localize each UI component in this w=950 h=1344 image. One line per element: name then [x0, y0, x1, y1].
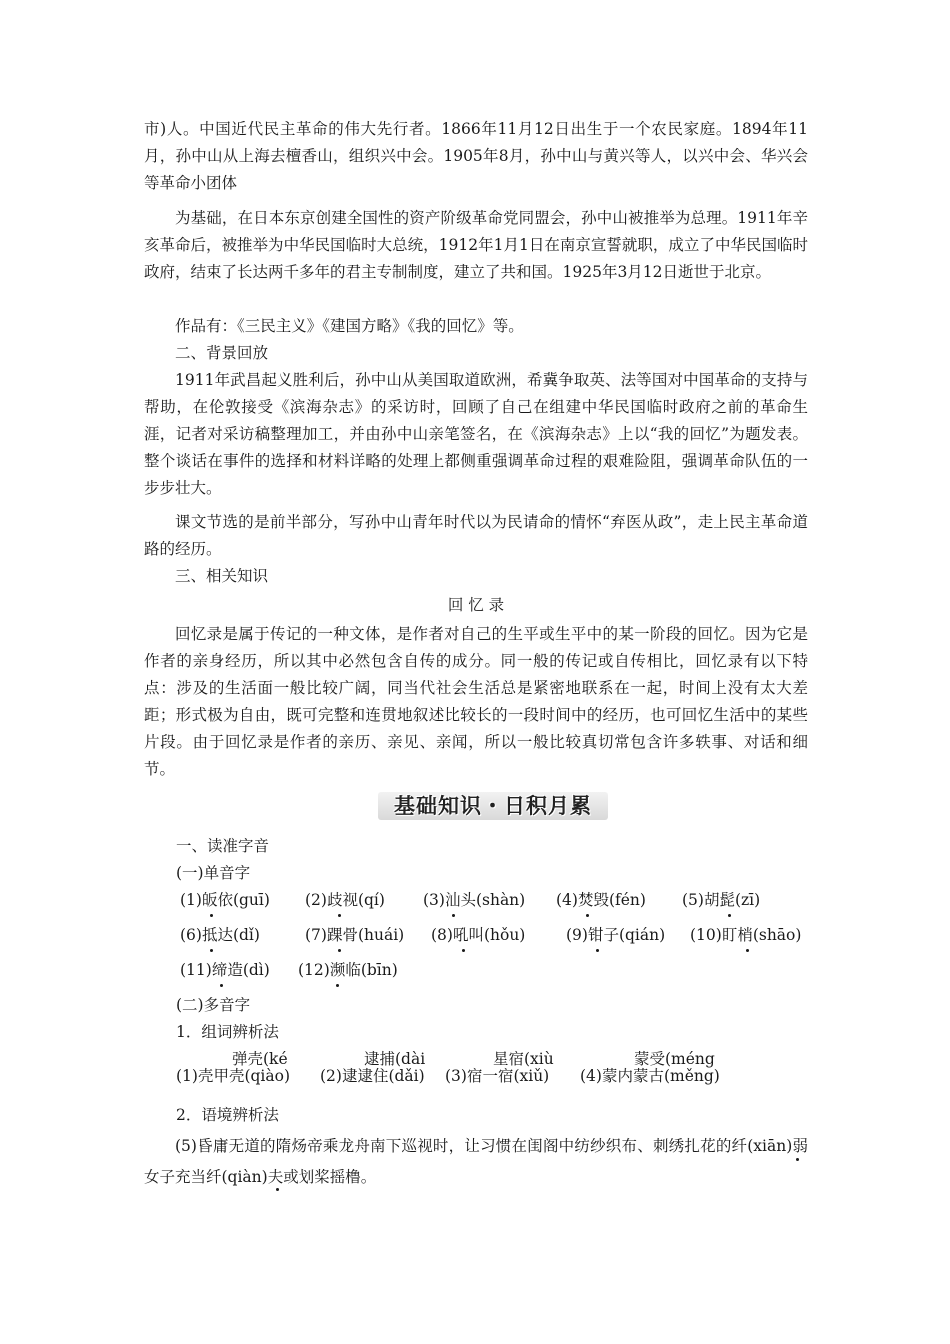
word-item: (6)抵达(dǐ)	[180, 926, 260, 944]
context-paragraph: (5)昏庸无道的隋炀帝乘龙舟南下巡视时，让习惯在闺阁中纺纱织布、刺绣扎花的纤(xiān)弱女子充当纤(qiàn)夫或划桨摇橹。	[144, 1137, 808, 1186]
emphasis-dot	[210, 914, 213, 917]
word-item: (10)盯梢(shāo)	[690, 926, 802, 944]
emphasis-dot	[220, 984, 223, 987]
word-item: (9)钳子(qián)	[566, 926, 666, 944]
word-item: (11)缔造(dì)	[180, 961, 270, 979]
memoir-title: 回 忆 录	[447, 596, 505, 614]
word-item: (3)汕头(shàn)	[423, 891, 526, 909]
background-paragraph-1: 1911年武昌起义胜利后，孙中山从美国取道欧洲，希冀争取英、法等国对中国革命的支持与帮助，在伦敦接受《滨海杂志》的采访时，回顾了自己在组建中华民国临时政府之前的革命生涯，记者对采访稿整理加工，并由孙中山亲笔签名，在《滨海杂志》上以“我的回忆”为题发表。整个谈话在事件的选择和材料详略的处理上都侧重强调革命过程的艰难险阻，强调革命队伍的一步步壮大。	[144, 371, 808, 497]
section-heading-background: 二、背景回放	[175, 344, 269, 362]
emphasis-dot	[210, 949, 213, 952]
word-item: (2)歧视(qí)	[305, 891, 385, 909]
emphasis-dot	[336, 984, 339, 987]
word-item: (7)踝骨(huái)	[305, 926, 405, 944]
bio-paragraph-2: 为基础，在日本东京创建全国性的资产阶级革命党同盟会，孙中山被推举为总理。1911年辛亥革命后，被推举为中华民国临时大总统，1912年1月1日在南京宣誓就职，成立了中华民国临时政府，结束了长达两千多年的君主专制制度，建立了共和国。1925年3月12日逝世于北京。	[144, 209, 808, 281]
section-heading-knowledge: 三、相关知识	[175, 567, 269, 585]
multi-lower: (2)逮逮住(dǎi)	[320, 1067, 425, 1085]
single-sound-heading: (一)单音字	[176, 864, 251, 882]
multi-lower: (4)蒙内蒙古(měng)	[580, 1067, 720, 1085]
multi-upper: 星宿(xiù	[493, 1050, 554, 1068]
emphasis-dot	[586, 914, 589, 917]
word-item: (4)焚毁(fén)	[556, 891, 646, 909]
emphasis-dot	[338, 949, 341, 952]
multi-sound-heading: (二)多音字	[176, 996, 251, 1014]
emphasis-dot	[452, 914, 455, 917]
emphasis-dot	[462, 949, 465, 952]
word-item: (5)胡髭(zī)	[682, 891, 761, 909]
emphasis-dot	[276, 1188, 279, 1191]
multi-upper: 弹壳(ké	[232, 1050, 288, 1068]
emphasis-dot	[596, 949, 599, 952]
background-paragraph-2: 课文节选的是前半部分，写孙中山青年时代以为民请命的情怀“弃医从政”，走上民主革命道路的经历。	[144, 513, 808, 558]
section-banner	[378, 788, 608, 824]
multi-lower: (3)宿一宿(xiǔ)	[445, 1067, 550, 1085]
emphasis-dot	[728, 914, 731, 917]
pronunciation-heading: 一、读准字音	[176, 837, 270, 855]
bio-paragraph-1: 市)人。中国近代民主革命的伟大先行者。1866年11月12日出生于一个农民家庭。1894年11月，孙中山从上海去檀香山，组织兴中会。1905年8月，孙中山与黄兴等人，以兴中会、华兴会等革命小团体	[144, 120, 808, 192]
memoir-paragraph: 回忆录是属于传记的一种文体，是作者对自己的生平或生平中的某一阶段的回忆。因为它是作者的亲身经历，所以其中必然包含自传的成分。同一般的传记或自传相比，回忆录有以下特点：涉及的生活面一般比较广阔，同当代社会生活总是紧密地联系在一起，时间上没有太大差距；形式极为自由，既可完整和连贯地叙述比较长的一段时间中的经历，也可回忆生活中的某些片段。由于回忆录是作者的亲历、亲见、亲闻，所以一般比较真切常包含许多轶事、对话和细节。	[144, 625, 808, 778]
multi-lower: (1)壳甲壳(qiào)	[176, 1067, 291, 1085]
method-heading-2: 2．语境辨析法	[176, 1106, 279, 1124]
emphasis-dot	[796, 1158, 799, 1161]
works-line: 作品有：《三民主义》《建国方略》《我的回忆》等。	[175, 317, 524, 335]
word-item: (12)濒临(bīn)	[298, 961, 398, 979]
emphasis-dot	[746, 949, 749, 952]
multi-upper: 逮捕(dài	[364, 1050, 426, 1068]
multi-upper: 蒙受(méng	[634, 1050, 715, 1068]
method-heading-1: 1．组词辨析法	[176, 1023, 279, 1041]
banner-title: 基础知识・日积月累	[394, 794, 592, 818]
word-item: (8)吼叫(hǒu)	[431, 926, 526, 944]
emphasis-dot	[338, 914, 341, 917]
word-item: (1)皈依(guī)	[180, 891, 270, 909]
